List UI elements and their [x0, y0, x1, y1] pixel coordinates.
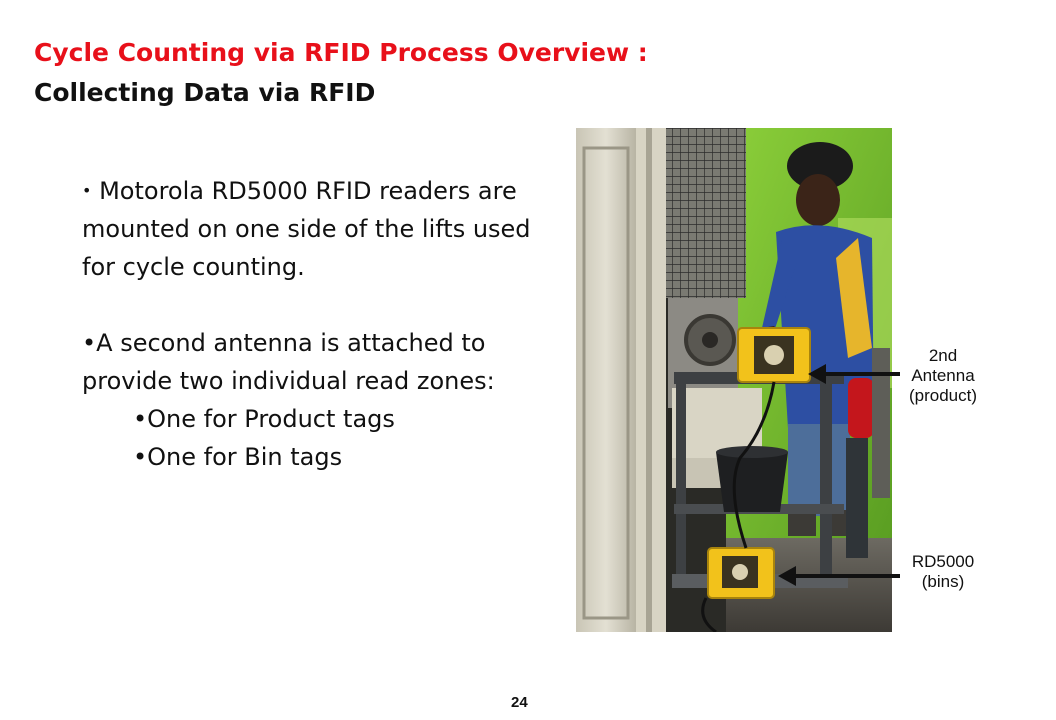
bullet-marker: •	[133, 405, 148, 433]
reader-annotation	[898, 552, 988, 592]
red-object	[848, 378, 874, 438]
bullet-text: Motorola RD5000 RFID readers are mounted on one side of the lifts used for cycle counting.	[82, 177, 531, 281]
annotation-line: RD5000	[911, 552, 975, 571]
page-number: 24	[511, 694, 528, 711]
sub-bullet-text: One for Product tags	[147, 405, 395, 433]
antenna-annotation	[898, 346, 988, 406]
annotation-line: 2nd	[928, 346, 958, 365]
sub-bullet-list	[82, 400, 532, 476]
sub-bullet-text: One for Bin tags	[147, 443, 343, 471]
slide-subtitle: Collecting Data via RFID	[34, 78, 376, 107]
bullet-text: A second antenna is attached to provide two individual read zones:	[82, 329, 495, 395]
bucket	[716, 452, 788, 512]
bullet-item-readers	[82, 172, 532, 286]
person-jeans	[788, 424, 850, 516]
bullet-item-antenna	[82, 324, 532, 476]
slide-title: Cycle Counting via RFID Process Overview :	[34, 38, 648, 67]
antenna-callout-arrow	[808, 362, 900, 386]
person-head	[796, 174, 840, 226]
reader-callout-arrow	[778, 564, 900, 588]
annotation-line: (product)	[908, 386, 978, 405]
bullet-list	[82, 172, 532, 476]
annotation-line: (bins)	[921, 572, 965, 591]
bullet-marker: •	[82, 329, 97, 357]
sub-bullet-bin	[82, 438, 532, 476]
sub-bullet-product	[82, 400, 532, 438]
annotation-line: Antenna	[911, 366, 975, 385]
bullet-marker: •	[82, 181, 92, 200]
bullet-marker: •	[133, 443, 148, 471]
